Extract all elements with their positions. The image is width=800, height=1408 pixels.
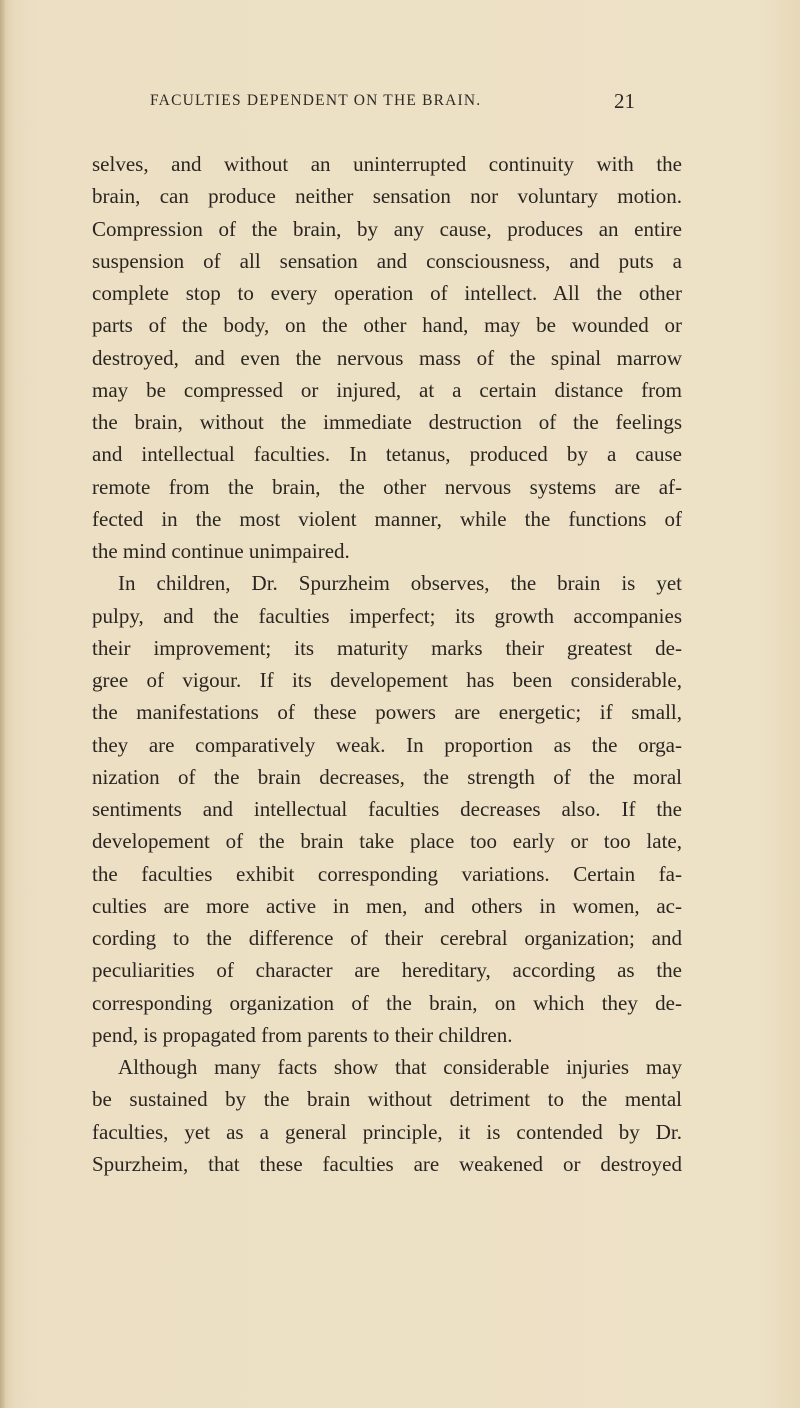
text-line: destroyed, and even the nervous mass of the spinal marrow xyxy=(92,345,682,370)
text-line: culties are more active in men, and others in women, ac- xyxy=(92,893,682,918)
text-line: they are comparatively weak. In proportion as the orga- xyxy=(92,732,682,757)
text-line: their improvement; its maturity marks their greatest de- xyxy=(92,635,682,660)
text-line: fected in the most violent manner, while the functions of xyxy=(92,506,682,531)
text-line: the faculties exhibit corresponding variations. Certain fa- xyxy=(92,861,682,886)
text-line: sentiments and intellectual faculties decreases also. If the xyxy=(92,797,682,821)
text-line: pend, is propagated from parents to their children. xyxy=(92,1022,513,1047)
text-line: corresponding organization of the brain, on which they de- xyxy=(92,990,682,1015)
text-line: gree of vigour. If its developement has been considerable, xyxy=(92,668,682,692)
text-line: developement of the brain take place too early or too late, xyxy=(92,829,682,854)
text-line: pulpy, and the faculties imperfect; its growth accompanies xyxy=(92,603,682,628)
text-line: the mind continue unimpaired. xyxy=(92,539,350,563)
text-line: suspension of all sensation and consciousness, and puts a xyxy=(92,248,682,273)
page-number: 21 xyxy=(614,89,635,113)
text-line: may be compressed or injured, at a certain distance from xyxy=(92,377,682,402)
page-header xyxy=(0,89,800,122)
body-text xyxy=(92,148,682,1180)
text-line: faculties, yet as a general principle, it is contended by Dr. xyxy=(92,1119,682,1144)
text-line: parts of the body, on the other hand, may be wounded or xyxy=(92,313,682,338)
text-line: be sustained by the brain without detriment to the mental xyxy=(92,1087,682,1112)
text-line: cording to the difference of their cerebral organization; and xyxy=(92,926,682,950)
text-line: Spurzheim, that these faculties are weakened or destroyed xyxy=(92,1151,682,1176)
text-line: brain, can produce neither sensation nor voluntary motion. xyxy=(92,184,682,209)
text-line: selves, and without an uninterrupted continuity with the xyxy=(92,152,682,176)
text-line: Although many facts show that considerable injuries may xyxy=(118,1055,682,1079)
text-line: peculiarities of character are hereditary, according as the xyxy=(92,958,682,983)
text-line: remote from the brain, the other nervous systems are af- xyxy=(92,474,682,499)
page-gutter-shadow xyxy=(0,0,6,1408)
text-line: complete stop to every operation of intellect. All the other xyxy=(92,281,682,305)
text-line: In children, Dr. Spurzheim observes, the brain is yet xyxy=(118,571,682,596)
text-line: the brain, without the immediate destruction of the feelings xyxy=(92,410,682,434)
running-title: FACULTIES DEPENDENT ON THE BRAIN. xyxy=(150,92,482,109)
text-line: nization of the brain decreases, the strength of the moral xyxy=(92,764,682,789)
text-line: and intellectual faculties. In tetanus, produced by a cause xyxy=(92,442,682,467)
text-line: Compression of the brain, by any cause, produces an entire xyxy=(92,216,682,241)
text-line: the manifestations of these powers are energetic; if small, xyxy=(92,700,682,725)
